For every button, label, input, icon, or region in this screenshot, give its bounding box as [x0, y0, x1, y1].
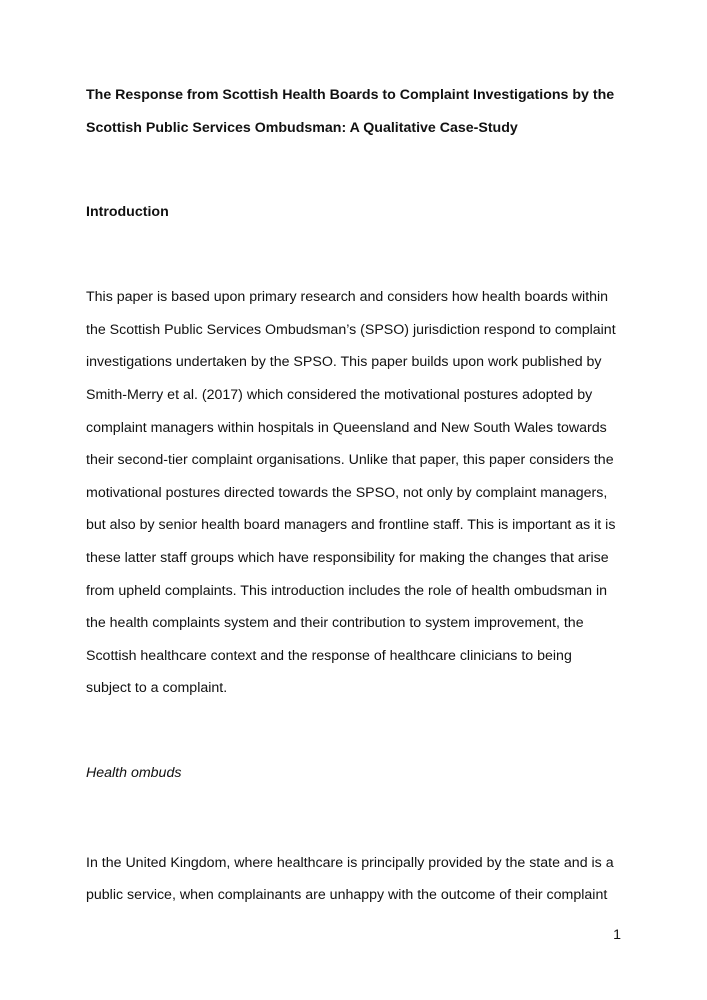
paragraph-line: the health complaints system and their contribution to system improvement, the — [86, 615, 584, 631]
subsection-heading-health-ombuds: Health ombuds — [86, 765, 182, 781]
section-heading-introduction: Introduction — [86, 204, 169, 220]
page-number: 1 — [613, 927, 621, 943]
paragraph-line: Scottish healthcare context and the response of healthcare clinicians to being — [86, 648, 572, 664]
paragraph-line: public service, when complainants are unhappy with the outcome of their complaint — [86, 887, 608, 903]
paragraph-line: investigations undertaken by the SPSO. This paper builds upon work published by — [86, 354, 602, 370]
paper-title-line-1: The Response from Scottish Health Boards to Complaint Investigations by the — [86, 87, 615, 103]
paragraph-line: subject to a complaint. — [86, 680, 228, 696]
paragraph-line: from upheld complaints. This introduction includes the role of health ombudsman in — [86, 583, 608, 599]
paragraph-line: the Scottish Public Services Ombudsman’s (SPSO) jurisdiction respond to complaint — [86, 322, 616, 338]
paragraph-line: complaint managers within hospitals in Queensland and New South Wales towards — [86, 420, 607, 436]
paragraph-line: In the United Kingdom, where healthcare is principally provided by the state and is a — [86, 855, 614, 871]
paragraph-line: This paper is based upon primary research and considers how health boards within — [86, 289, 609, 305]
paragraph-line: Smith-Merry et al. (2017) which considered the motivational postures adopted by — [86, 387, 593, 403]
paragraph-line: their second-tier complaint organisations. Unlike that paper, this paper considers the — [86, 452, 614, 468]
paragraph-line: these latter staff groups which have responsibility for making the changes that arise — [86, 550, 609, 566]
paper-title-line-2: Scottish Public Services Ombudsman: A Qualitative Case-Study — [86, 120, 518, 136]
paragraph-line: but also by senior health board managers and frontline staff. This is important as it is — [86, 517, 616, 533]
paragraph-line: motivational postures directed towards the SPSO, not only by complaint managers, — [86, 485, 608, 501]
